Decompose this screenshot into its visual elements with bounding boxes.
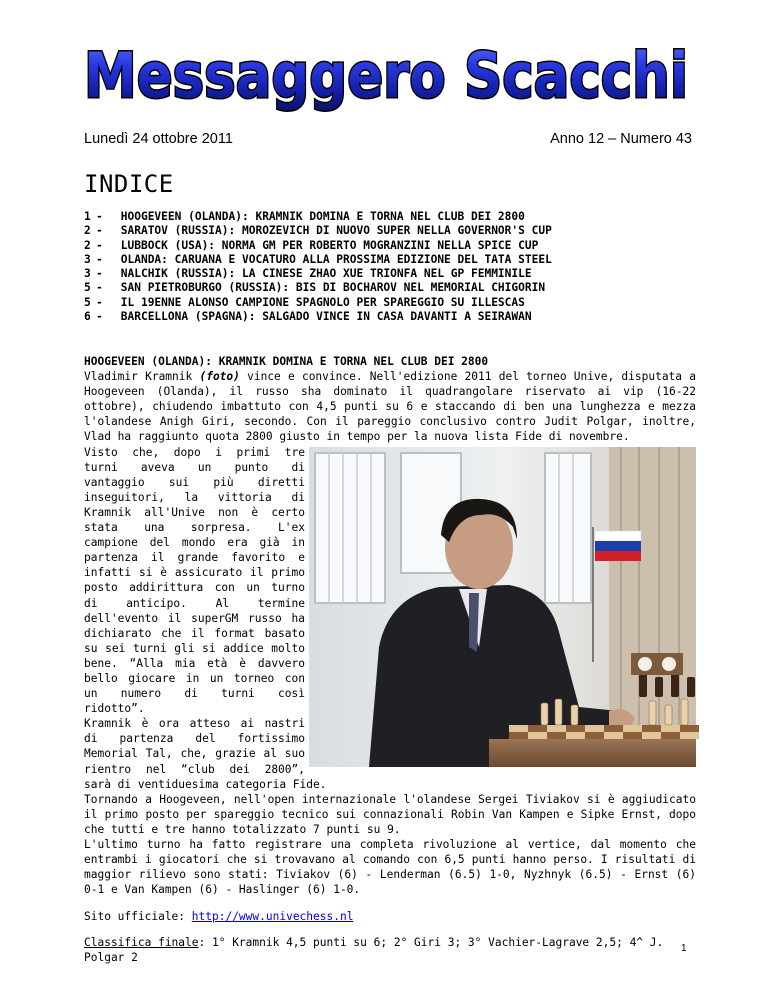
board-square [509,732,528,739]
toc-entry[interactable] [84,210,704,224]
board-square [661,725,680,732]
site-label: Sito ufficiale: [84,909,192,923]
toc-entry[interactable] [84,296,704,310]
article [84,354,696,976]
photo-reference: (foto) [199,370,240,384]
toc-page-number: 1 [84,210,91,223]
index-title: INDICE [84,170,174,198]
toc-entry[interactable] [84,253,704,267]
board-square [566,732,585,739]
standings-label: Classifica finale [84,935,199,949]
toc-entry[interactable] [84,267,704,281]
toc-entry[interactable] [84,310,704,324]
issue-number: Anno 12 – Numero 43 [550,131,692,147]
text: vince e convince. Nell'edizione 2011 del torneo Unive, disputata a Hoogeveen (Olanda), il russo sha dominato il quadrangolare riservato ai vip (16-22 ottobre), chiudendo imbattuto con 4,5 punti su 6 e staccando di ben una lunghezza e mezza l'olandese Anigh Giri, secondo. Con il pareggio conclusivo contro Judit Polgar, inoltre, Vlad ha raggiunto quota 2800 giusto in tempo per la nuova lista Fide di novembre. [84,370,696,444]
toc-title: SARATOV (RUSSIA): MOROZEVICH DI NUOVO SUPER NELLA GOVERNOR'S CUP [120,224,552,238]
final-standings [84,935,696,965]
table-of-contents [84,210,704,324]
board-square [604,725,623,732]
article-paragraph: L'ultimo turno ha fatto registrare una completa rivoluzione al vertice, dal momento che entrambi i giocatori che si trovavano al comando con 6,5 punti hanno perso. I risultati di maggior rilievo sono stati: Tiviakov (6) - Lenderman (6.5) 1-0, Nyzhnyk (6.5) - Ernst (6) 0-1 e Van Kampen (6) - Haslinger (6) 1-0. [84,838,696,897]
toc-page-number: 5 [84,295,91,309]
toc-title: BARCELLONA (SPAGNA): SALGADO VINCE IN CASA DAVANTI A SEIRAWAN [120,310,532,324]
article-paragraph: Tornando a Hoogeveen, nell'open internazionale l'olandese Sergei Tiviakov si è aggiudicato il primo posto per spareggio tecnico sui connazionali Robin Van Kampen e Sipke Ernst, dopo che tutti e tre hanno totalizzato 7 punti su 9. [84,792,696,836]
toc-separator: - [96,310,103,324]
board-square [661,732,680,739]
board-square [623,732,642,739]
standings-text: : 1° Kramnik 4,5 punti su 6; 2° Giri 3; 3° Vachier-Lagrave 2,5; 4^ J. Polgar 2 [84,935,664,964]
board-square [604,732,623,739]
toc-title: SAN PIETROBURGO (RUSSIA): BIS DI BOCHAROV NEL MEMORIAL CHIGORIN [120,281,546,295]
board-square [547,725,566,732]
kramnik-photo [309,447,696,767]
toc-separator: - [96,295,103,309]
board-square [547,732,566,739]
toc-title: OLANDA: CARUANA E VOCATURO ALLA PROSSIMA EDIZIONE DEL TATA STEEL [120,252,552,266]
board-square [528,732,547,739]
toc-title: LUBBOCK (USA): NORMA GM PER ROBERTO MOGRANZINI NELLA SPICE CUP [120,238,539,252]
toc-title: IL 19ENNE ALONSO CAMPIONE SPAGNOLO PER SPAREGGIO SU ILLESCAS [120,295,525,309]
official-site-link[interactable]: http://www.univechess.nl [191,909,354,923]
board-square [642,732,661,739]
toc-page-number: 5 [84,281,91,295]
board-square [585,725,604,732]
toc-entry[interactable] [84,239,704,253]
toc-entry[interactable] [84,224,704,238]
toc-page-number: 6 [84,310,91,324]
board-square [623,725,642,732]
toc-title: HOOGEVEEN (OLANDA): KRAMNIK DOMINA E TORNA NEL CLUB DEI 2800 [120,210,525,223]
toc-page-number: 3 [84,252,91,266]
toc-entry[interactable] [84,281,704,295]
toc-separator: - [96,210,103,223]
issue-info [84,131,692,151]
toc-page-number: 3 [84,267,91,281]
toc-separator: - [96,224,103,238]
article-paragraph: Visto che, dopo i primi tre turni aveva un punto di vantaggio sui più diretti inseguitori, la vittoria di Kramnik all'Unive non è certo stata una sorpresa. L'ex campione del mondo era già in partenza il grande favorito e infatti si è assicurato il primo posto addirittura con un turno di anticipo. Al termine dell'evento il superGM russo ha dichiarato che il format basato su sei turni gli si addice molto bene. “Alla mia età è davvero bello giocare in un torneo con un numero di turni così ridotto”. [84,445,305,716]
issue-date: Lunedì 24 ottobre 2011 [84,131,233,147]
board-square [585,732,604,739]
toc-page-number: 2 [84,224,91,238]
official-site [84,909,696,924]
board-square [566,725,585,732]
masthead-title: Messaggero Scacchi [84,39,688,112]
toc-separator: - [96,281,103,295]
toc-title: NALCHIK (RUSSIA): LA CINESE ZHAO XUE TRIONFA NEL GP FEMMINILE [120,267,532,281]
board-square [509,725,528,732]
toc-separator: - [96,267,103,281]
toc-separator: - [96,238,103,252]
board-square [680,725,699,732]
toc-separator: - [96,252,103,266]
text: Vladimir Kramnik [84,370,200,384]
board-square [680,732,699,739]
article-paragraph [84,369,696,444]
article-paragraph: Kramnik è ora atteso ai nastri di partenza del fortissimo Memorial Tal, che, grazie al suo rientro nel “club dei 2800”, sarà di ventiduesima categoria Fide. [84,717,327,791]
toc-page-number: 2 [84,238,91,252]
masthead-logo [80,39,692,112]
board-square [642,725,661,732]
board-square [528,725,547,732]
page-number: 1 [681,943,687,954]
article-heading: HOOGEVEEN (OLANDA): KRAMNIK DOMINA E TORNA NEL CLUB DEI 2800 [84,355,489,368]
